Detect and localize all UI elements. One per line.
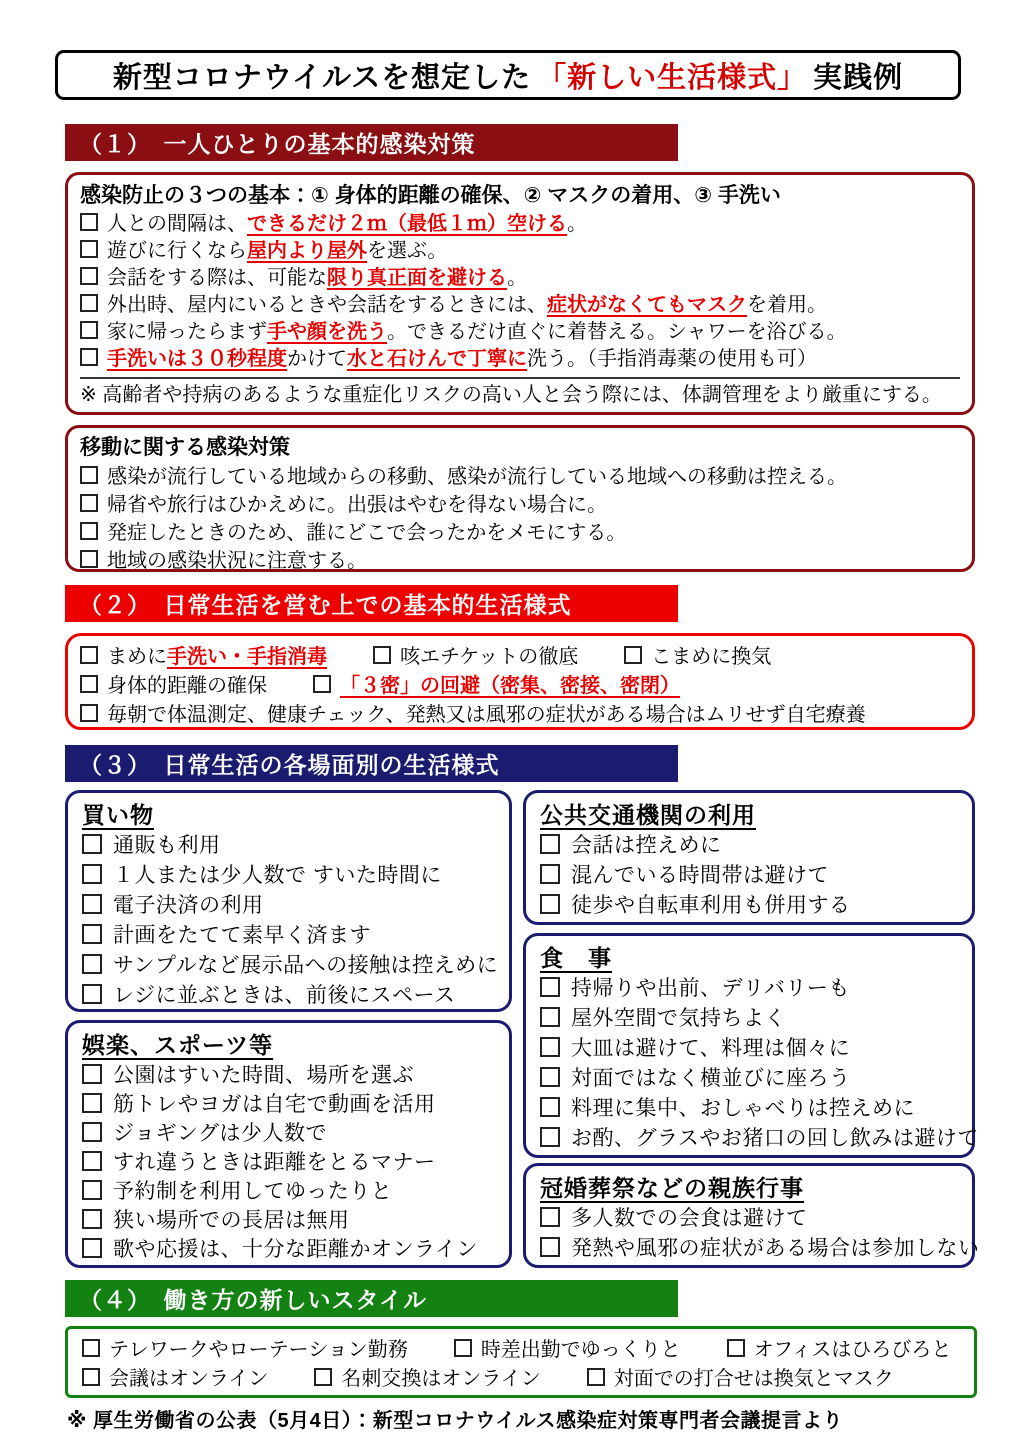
checklist-item [540,1034,958,1064]
document-title [55,50,961,100]
item-text: 名刺交換はオンライン [341,1368,541,1390]
item-text-emphasis: 手洗い・手指消毒 [167,646,327,668]
item-text: 咳エチケットの徹底 [400,646,579,668]
item-text-emphasis: 「３密」の回避（密集、密接、密閉） [340,675,680,697]
daily-lifestyle-box [65,633,975,730]
checkbox-icon [82,984,102,1004]
item-text: すれ違うときは距離をとるマナー [113,1151,436,1174]
checklist-item [80,491,960,519]
item-text: 歌や応援は、十分な距離かオンライン [113,1238,478,1261]
checklist-item [540,1204,958,1234]
item-text: サンプルなど展示品への接触は控えめに [113,954,499,977]
item-text: 対面ではなく横並びに座ろう [571,1067,851,1090]
checklist-row [80,701,960,730]
checkbox-icon [80,321,98,339]
checklist-item [82,921,495,951]
item-text: 会話は控えめに [571,834,722,857]
checklist-item [540,1094,958,1124]
family-events-header: 冠婚葬祭などの親族行事 [540,1175,804,1201]
checklist-item [80,643,327,672]
item-text: 多人数での会食は避けて [571,1207,808,1230]
checklist-row [80,672,960,701]
checklist-item [80,346,960,373]
family-events-box [523,1163,980,1268]
checklist-item [540,891,958,921]
checklist-item [80,211,960,238]
checkbox-icon [82,894,102,914]
checkbox-icon [80,704,98,722]
item-text: を着用。 [747,294,827,316]
checkbox-icon [80,646,98,664]
checklist-item [82,1336,408,1365]
checkbox-icon [540,1067,560,1087]
meals-header: 食 事 [540,945,612,971]
checkbox-icon [587,1368,605,1386]
checkbox-icon [540,1007,560,1027]
checklist-item [727,1336,952,1365]
item-text: 徒歩や自転車利用も併用する [571,894,851,917]
checkbox-icon [373,646,391,664]
checklist-item [540,1004,958,1034]
checkbox-icon [540,1127,560,1147]
section2-heading: （２） 日常生活を営む上での基本的生活様式 [65,585,678,622]
item-text-emphasis: 手洗いは３０秒程度 [107,348,287,370]
checklist-item [82,891,495,921]
item-text: 発症したときのため、誰にどこで会ったかをメモにする。 [107,522,627,544]
checkbox-icon [80,267,98,285]
item-text: 帰省や旅行はひかえめに。出張はやむを得ない場合に。 [107,494,607,516]
checklist-item [82,951,499,981]
checklist-item [540,831,958,861]
item-text: オフィスはひろびろと [753,1339,952,1361]
item-text: 持帰りや出前、デリバリーも [571,977,850,1000]
checklist-item [540,1124,979,1154]
item-text: かけて [287,348,347,370]
item-text: 身体的距離の確保 [107,675,267,697]
checkbox-icon [80,240,98,258]
work-style-box [65,1326,977,1398]
item-text: 。できるだけ直ぐに着替える。シャワーを浴びる。 [387,321,847,343]
item-text: 大皿は避けて、料理は個々に [571,1037,851,1060]
transport-header: 公共交通機関の利用 [540,802,756,828]
travel-header: 移動に関する感染対策 [80,436,290,459]
checkbox-icon [540,864,560,884]
item-text: 計画をたてて素早く済ます [113,924,371,947]
checkbox-icon [80,522,98,540]
checklist-item [82,1061,495,1090]
checklist-item [80,238,960,265]
item-text: 屋外空間で気持ちよく [571,1007,786,1030]
item-text: 外出時、屋内にいるときや会話をするときには、 [107,294,547,316]
checkbox-icon [540,894,560,914]
checklist-item [540,1064,958,1094]
section1-heading: （１） 一人ひとりの基本的感染対策 [65,124,678,161]
item-text: 。 [507,267,527,289]
item-text: を選ぶ。 [367,240,448,262]
checklist-row [82,1336,960,1365]
high-risk-note: ※ 高齢者や持病のあるような重症化リスクの高い人と会う際には、体調管理をより厳重にする。 [80,384,942,406]
item-text: 毎朝で体温測定、健康チェック、発熱又は風邪の症状がある場合はムリせず自宅療養 [107,704,866,726]
item-text: こまめに換気 [651,646,772,668]
checklist-item [80,672,267,701]
checklist-item [82,1148,495,1177]
checkbox-icon [82,1339,100,1357]
checklist-row [82,1365,960,1394]
checkbox-icon [314,1368,332,1386]
checkbox-icon [82,864,102,884]
item-text: 地域の感染状況に注意する。 [107,550,367,572]
checklist-item [373,643,578,672]
checklist-row [80,643,960,672]
item-text: 。 [567,213,587,235]
checkbox-icon [80,675,98,693]
item-text: 狭い場所での長居は無用 [113,1209,350,1232]
divider [80,377,960,379]
item-text: 洗う。（手指消毒薬の使用も可） [527,348,817,370]
item-text: 会議はオンライン [109,1368,269,1390]
checkbox-icon [82,954,102,974]
checkbox-icon [540,1037,560,1057]
item-text-emphasis: できるだけ２ｍ（最低１ｍ）空ける [247,213,567,235]
checklist-item [82,981,495,1011]
section4-heading: （４） 働き方の新しいスタイル [65,1280,678,1317]
item-text: まめに [107,646,167,668]
checklist-item [80,319,960,346]
checkbox-icon [80,550,98,568]
title-text-post: 実践例 [813,61,904,94]
checklist-item [82,1119,495,1148]
section3-heading: （３） 日常生活の各場面別の生活様式 [65,745,678,782]
checkbox-icon [80,294,98,312]
item-text: 発熱や風邪の症状がある場合は参加しない [571,1237,980,1260]
item-text: 時差出勤でゆっくりと [480,1339,681,1361]
checkbox-icon [540,1097,560,1117]
checklist-item [82,1206,495,1235]
checkbox-icon [80,494,98,512]
checklist-item [80,701,866,730]
checklist-item [82,1090,495,1119]
title-text-pre: 新型コロナウイルスを想定した [112,61,532,94]
item-text-emphasis: 水と石けんで丁寧に [347,348,527,370]
shopping-box [65,790,512,1012]
checkbox-icon [313,675,331,693]
checklist-item [540,974,958,1004]
item-text: 筋トレやヨガは自宅で動画を活用 [113,1093,436,1116]
title-text-highlight: 「新しい生活様式」 [537,61,808,94]
checklist-item [540,861,958,891]
checklist-item [314,1365,540,1394]
checklist-item [313,672,680,701]
checklist-item [80,292,960,319]
item-text: 予約制を利用してゆったりと [113,1180,393,1203]
item-text: 料理に集中、おしゃべりは控えめに [571,1097,915,1120]
checklist-item [80,265,960,292]
checkbox-icon [727,1339,745,1357]
checkbox-icon [82,1093,102,1113]
checklist-item [82,1177,495,1206]
checklist-item [80,463,960,491]
checkbox-icon [540,1237,560,1257]
item-text-emphasis: 限り真正面を避ける [327,267,507,289]
public-transport-box [523,790,975,925]
checkbox-icon [624,646,642,664]
travel-measures-box [65,425,975,572]
shopping-header: 買い物 [82,802,154,828]
checklist-item [82,1365,268,1394]
item-text-emphasis: 手や顔を洗う [267,321,387,343]
checklist-item [80,519,960,547]
checkbox-icon [454,1339,472,1357]
item-text: お酌、グラスやお猪口の回し飲みは避けて [571,1127,979,1150]
item-text: テレワークやローテーション勤務 [109,1339,408,1361]
checkbox-icon [82,834,102,854]
checkbox-icon [82,1209,102,1229]
item-text: 公園はすいた時間、場所を選ぶ [113,1064,414,1087]
entertainment-header: 娯楽、スポーツ等 [82,1032,274,1058]
item-text: レジに並ぶときは、前後にスペース [113,984,456,1007]
checkbox-icon [80,213,98,231]
checkbox-icon [82,1238,102,1258]
item-text-emphasis: 症状がなくてもマスク [547,294,747,316]
checklist-item [82,1235,495,1264]
item-text: 人との間隔は、 [107,213,247,235]
item-text: 家に帰ったらまず [107,321,267,343]
checkbox-icon [82,1122,102,1142]
checkbox-icon [82,1151,102,1171]
checklist-item [82,861,495,891]
meals-box [523,933,979,1158]
checkbox-icon [82,1180,102,1200]
checkbox-icon [82,924,102,944]
checklist-item [82,831,495,861]
item-text: 会話をする際は、可能な [107,267,327,289]
item-text: 感染が流行している地域からの移動、感染が流行している地域への移動は控える。 [107,466,847,488]
item-text: ジョギングは少人数で [113,1122,327,1145]
checkbox-icon [82,1064,102,1084]
checkbox-icon [540,834,560,854]
entertainment-sports-box [65,1020,512,1268]
checklist-item [587,1365,894,1394]
basic-measures-box [65,172,975,415]
checklist-item [454,1336,681,1365]
checklist-item [80,547,960,575]
source-note: ※ 厚生労働省の公表（5月4日）：新型コロナウイルス感染症対策専門者会議提言より [67,1410,844,1432]
item-text: １人または少人数で すいた時間に [113,864,442,887]
checkbox-icon [540,1207,560,1227]
item-text: 通販も利用 [113,834,221,857]
checkbox-icon [80,466,98,484]
item-text: 対面での打合せは換気とマスク [613,1368,894,1390]
checkbox-icon [82,1368,100,1386]
checkbox-icon [80,348,98,366]
checklist-item [540,1234,980,1264]
item-text: 電子決済の利用 [113,894,264,917]
basics-header: 感染防止の３つの基本：① 身体的距離の確保、② マスクの着用、③ 手洗い [80,184,781,207]
item-text: 混んでいる時間帯は避けて [571,864,829,887]
item-text-emphasis: 屋内より屋外 [247,240,367,262]
checklist-item [624,643,771,672]
checkbox-icon [540,977,560,997]
item-text: 遊びに行くなら [107,240,247,262]
